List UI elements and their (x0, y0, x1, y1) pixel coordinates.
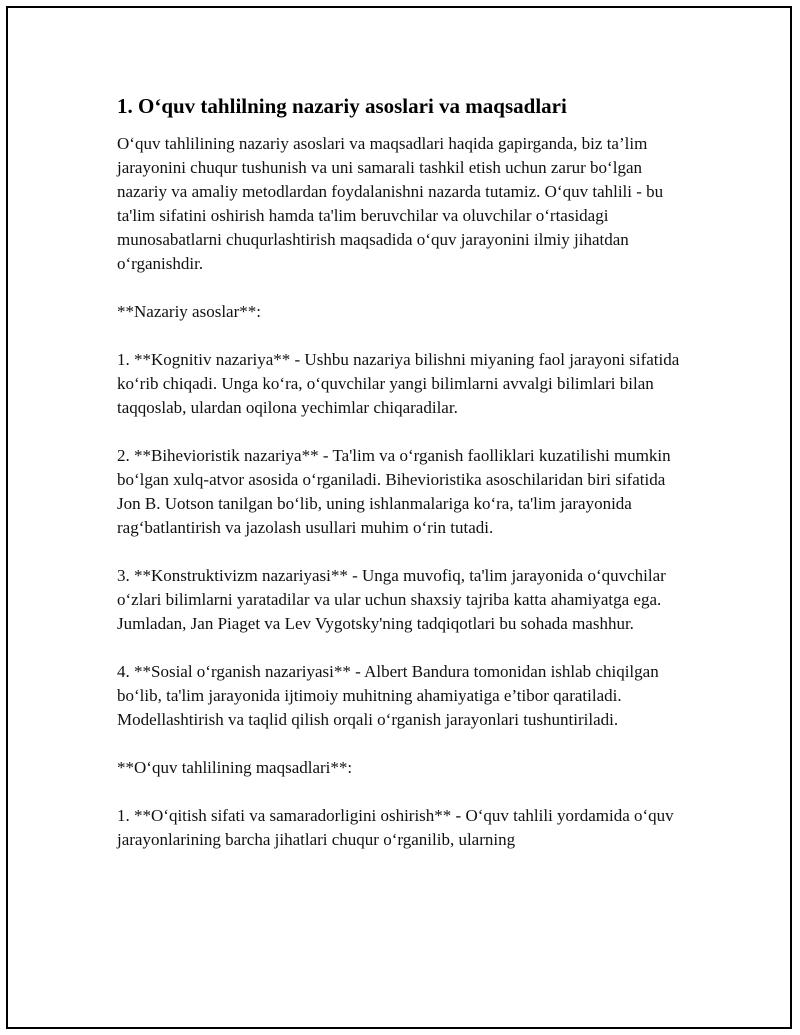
theory-subheading: **Nazariy asoslar**: (117, 302, 261, 321)
intro-paragraph: O‘quv tahlilining nazariy asoslari va maqsadlari haqida gapirganda, biz ta’lim jarayonini chuqur tushunish va uni samarali tashkil etish uchun zarur bo‘lgan nazariy va amaliy metodlardan foydalanishni nazarda tutamiz. O‘quv tahlili - bu ta'lim sifatini oshirish hamda ta'lim beruvchilar va oluvchilar o‘rtasidagi munosabatlarni chuqurlashtirish maqsadida o‘quv jarayonini ilmiy jihatdan o‘rganishdir. (117, 134, 664, 273)
theory-item-constructivism: 3. **Konstruktivizm nazariyasi** - Unga muvofiq, ta'lim jarayonida o‘quvchilar o‘zlari bilimlarni yaratadilar va ular uchun shaxsiy tajriba katta ahamiyatga ega. Jumladan, Jan Piaget va Lev Vygotsky'ning tadqiqotlari bu sohada mashhur. (117, 566, 666, 633)
goal-item-quality: 1. **O‘qitish sifati va samaradorligini oshirish** - O‘quv tahlili yordamida o‘quv jarayonlarining barcha jihatlari chuqur o‘rganilib, ularning (117, 806, 674, 849)
goals-subheading: **O‘quv tahlilining maqsadlari**: (117, 758, 353, 777)
theory-item-social-learning: 4. **Sosial o‘rganish nazariyasi** - Albert Bandura tomonidan ishlab chiqilgan bo‘lib, ta'lim jarayonida ijtimoiy muhitning ahamiyatiga e’tibor qaratiladi. Modellashtirish va taqlid qilish orqali o‘rganish jarayonlari tushuntiriladi. (117, 662, 659, 729)
section-heading: 1. O‘quv tahlilning nazariy asoslari va maqsadlari (117, 94, 567, 118)
theory-item-cognitive: 1. **Kognitiv nazariya** - Ushbu nazariya bilishni miyaning faol jarayoni sifatida ko‘rib chiqadi. Unga ko‘ra, o‘quvchilar yangi bilimlarni avvalgi bilimlari bilan taqqoslab, ulardan oqilona yechimlar chiqaradilar. (117, 350, 680, 417)
theory-item-behaviorist: 2. **Bihevioristik nazariya** - Ta'lim va o‘rganish faolliklari kuzatilishi mumkin bo‘lgan xulq-atvor asosida o‘rganiladi. Bihevioristika asoschilaridan biri sifatida Jon B. Uotson tanilgan bo‘lib, uning ishlanmalariga ko‘ra, ta'lim jarayonida rag‘batlantirish va jazolash usullari muhim o‘rin tutadi. (117, 446, 671, 537)
document-body (117, 93, 687, 876)
